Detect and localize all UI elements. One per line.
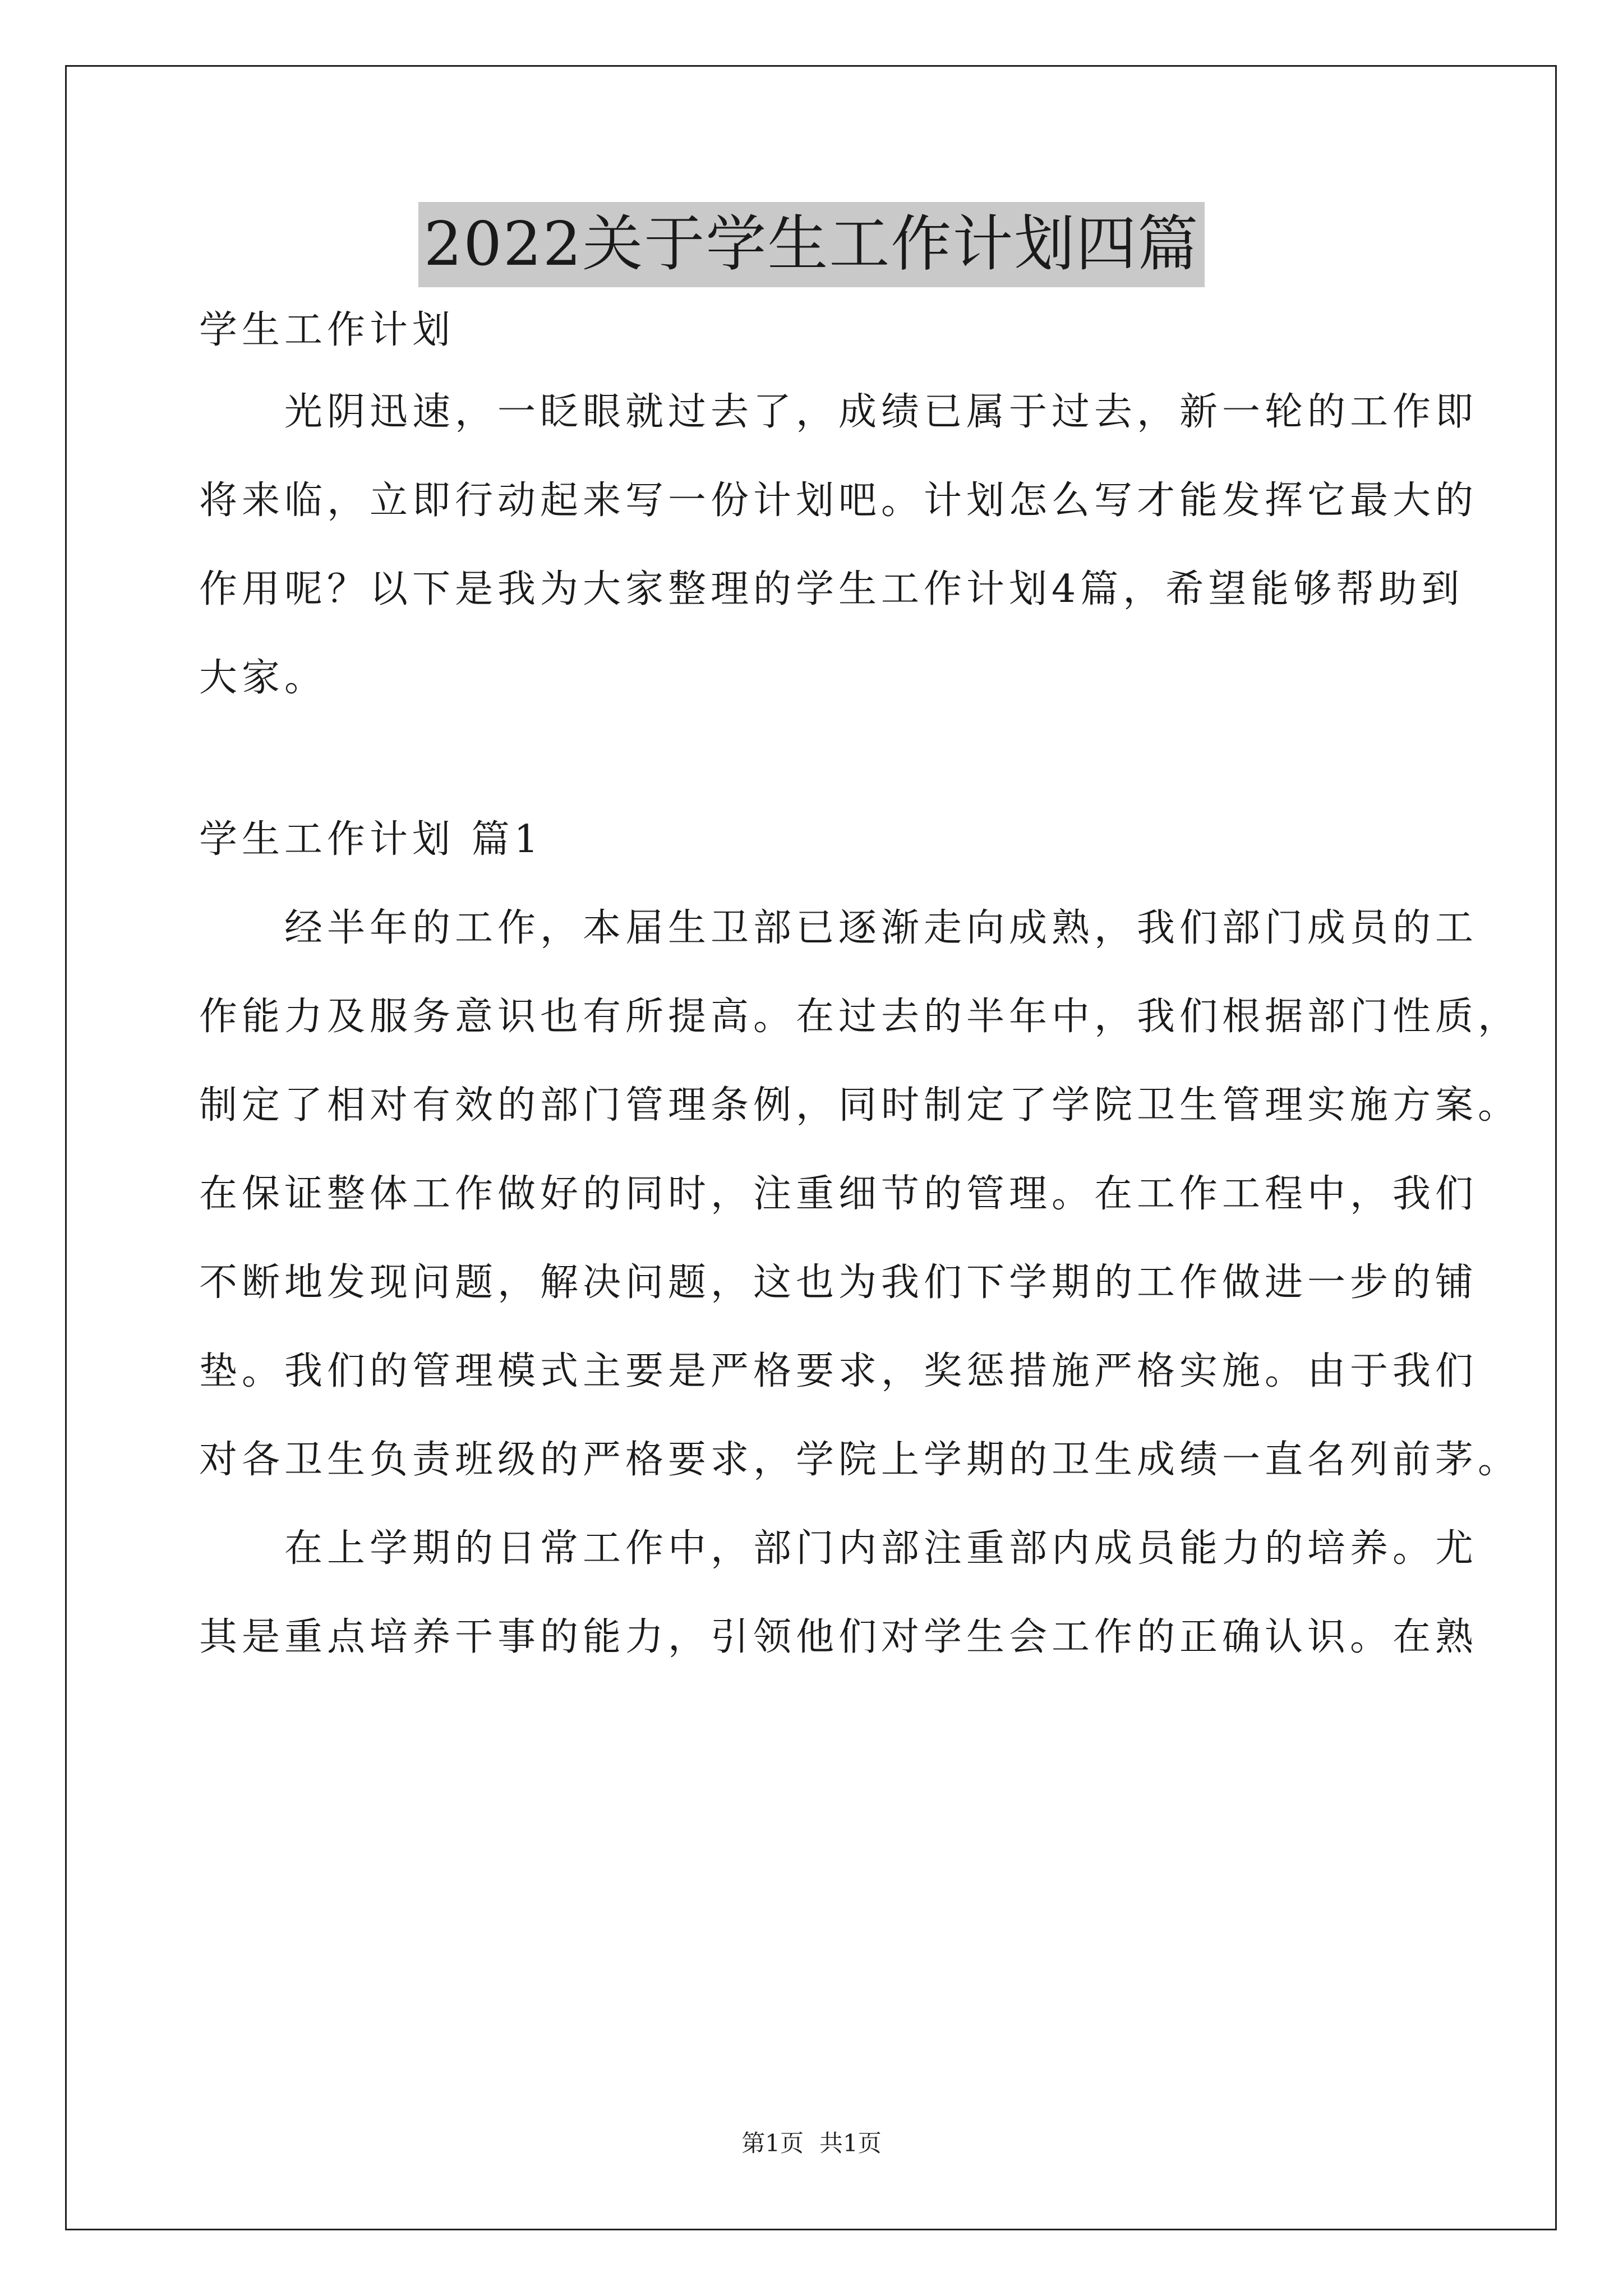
section-heading: 学生工作计划 — [199, 308, 455, 352]
page-footer — [0, 2129, 1623, 2157]
section-heading: 学生工作计划 篇1 — [199, 817, 543, 862]
page-number: 第1页 — [741, 2129, 804, 2157]
document-body — [199, 303, 1521, 1665]
paragraph-line: 作能力及服务意识也有所提高。在过去的半年中，我们根据部门性质， — [199, 995, 1521, 1039]
paragraph-line: 作用呢？以下是我为大家整理的学生工作计划4篇，希望能够帮助到 — [199, 567, 1464, 611]
paragraph-line: 大家。 — [199, 656, 328, 700]
paragraph-line: 在保证整体工作做好的同时，注重细节的管理。在工作工程中，我们 — [199, 1172, 1478, 1216]
paragraph-line: 光阴迅速，一眨眼就过去了，成绩已属于过去，新一轮的工作即 — [199, 390, 1478, 434]
page-total: 共1页 — [819, 2129, 882, 2157]
paragraph-line: 垫。我们的管理模式主要是严格要求，奖惩措施严格实施。由于我们 — [199, 1349, 1478, 1393]
document-title: 2022关于学生工作计划四篇 — [418, 202, 1205, 287]
intro-paragraph — [199, 385, 1478, 706]
body-paragraph — [199, 901, 1521, 1665]
paragraph-line: 对各卫生负责班级的严格要求，学院上学期的卫生成绩一直名列前茅。 — [199, 1438, 1521, 1482]
paragraph-line: 其是重点培养干事的能力，引领他们对学生会工作的正确认识。在熟 — [199, 1615, 1478, 1659]
paragraph-line: 将来临，立即行动起来写一份计划吧。计划怎么写才能发挥它最大的 — [199, 478, 1478, 523]
paragraph-line: 经半年的工作，本届生卫部已逐渐走向成熟，我们部门成员的工 — [199, 906, 1478, 950]
paragraph-line: 在上学期的日常工作中，部门内部注重部内成员能力的培养。尤 — [199, 1526, 1478, 1571]
paragraph-line: 制定了相对有效的部门管理条例，同时制定了学院卫生管理实施方案。 — [199, 1083, 1521, 1128]
paragraph-line: 不断地发现问题，解决问题，这也为我们下学期的工作做进一步的铺 — [199, 1260, 1478, 1305]
title-container — [0, 202, 1623, 287]
